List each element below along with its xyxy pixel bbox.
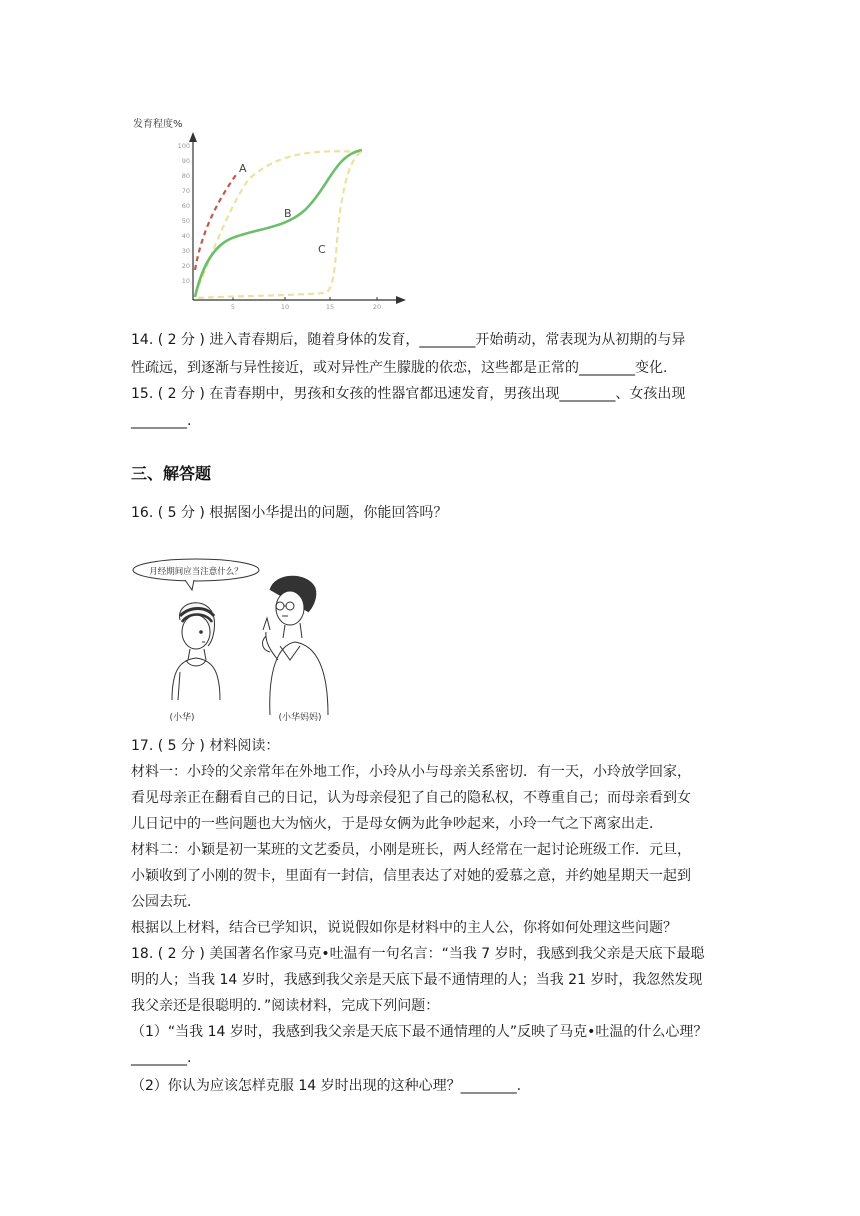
y-tick: 50: [181, 217, 190, 225]
curve-label-b: B: [284, 207, 292, 220]
q17-line-1: 17. ( 5 分 ) 材料阅读：: [131, 738, 280, 754]
y-tick: 70: [181, 187, 190, 195]
q16-text: 16. ( 5 分 ) 根据图小华提出的问题，你能回答吗？: [131, 505, 448, 521]
chart-ylabel: 发育程度%: [133, 119, 183, 130]
q17-line-3: 看见母亲正在翻看自己的日记，认为母亲侵犯了自己的隐私权，不尊重自己；而母亲看到女: [131, 790, 691, 806]
girl-figure: [172, 603, 220, 700]
x-tick-labels: [231, 297, 381, 310]
q17-line-2: 材料一：小玲的父亲常年在外地工作，小玲从小与母亲关系密切．有一天，小玲放学回家，: [131, 764, 691, 780]
y-tick: 40: [181, 232, 190, 240]
curve-a-early: [195, 172, 238, 270]
q18-line-6: （2）你认为应该怎样克服 14 岁时出现的这种心理？________.: [131, 1078, 522, 1094]
q17-line-5: 材料二：小颖是初一某班的文艺委员，小刚是班长，两人经常在一起讨论班级工作．元旦，: [131, 842, 691, 858]
curve-b: [195, 150, 362, 297]
q17-line-8: 根据以上材料，结合已学知识，说说假如你是材料中的主人公，你将如何处理这些问题？: [131, 920, 677, 936]
curve-label-a: A: [239, 162, 247, 175]
mother-figure: [263, 576, 328, 715]
x-tick: 10: [280, 303, 290, 310]
bubble-text: 月经期间应当注意什么？: [149, 567, 243, 577]
y-tick: 100: [177, 142, 190, 150]
q18-line-1: 18. ( 2 分 ) 美国著名作家马克•吐温有一句名言：“当我 7 岁时，我感到我父亲是天底下最聪: [131, 946, 705, 962]
y-tick: 20: [181, 262, 190, 270]
y-tick: 90: [181, 157, 190, 165]
caption-xiaohua: (小华): [169, 713, 195, 723]
q16-illustration: [130, 550, 350, 725]
q15-line-2: ________.: [131, 413, 192, 429]
y-tick: 80: [181, 172, 190, 180]
y-axis-arrow: [189, 132, 197, 142]
q14-line-1: 14. ( 2 分 ) 进入青春期后，随着身体的发育，________开始萌动，常表现为从初期的与异: [131, 332, 686, 348]
section-title: 三、解答题: [131, 464, 212, 483]
development-chart: [130, 110, 420, 310]
q18-line-5: ________.: [131, 1050, 192, 1066]
x-tick: 15: [325, 303, 335, 310]
y-tick: 10: [181, 277, 190, 285]
curve-label-c: C: [318, 243, 326, 256]
y-tick: 60: [181, 202, 190, 210]
x-axis-arrow: [396, 296, 406, 304]
q18-line-3: 我父亲还是很聪明的．”阅读材料，完成下列问题：: [131, 998, 440, 1014]
q17-line-7: 公园去玩．: [131, 894, 201, 910]
caption-mother: (小华妈妈): [278, 713, 322, 723]
q17-line-6: 小颖收到了小刚的贺卡，里面有一封信，信里表达了对她的爱慕之意，并约她星期天一起到: [131, 868, 691, 884]
y-tick-labels: [178, 142, 190, 285]
x-tick: 20: [372, 303, 382, 310]
q18-line-4: （1）“当我 14 岁时，我感到我父亲是天底下最不通情理的人”反映了马克•吐温的什么心理？: [131, 1024, 708, 1040]
y-tick: 30: [181, 247, 190, 255]
q14-line-2: 性疏远，到逐渐与异性接近，或对异性产生朦胧的依恋，这些都是正常的________变化.: [131, 360, 668, 376]
q15-line-1: 15. ( 2 分 ) 在青春期中，男孩和女孩的性器官都迅速发育，男孩出现________、女孩出现: [131, 386, 686, 402]
q17-line-4: 儿日记中的一些问题也大为恼火，于是母女俩为此争吵起来，小玲一气之下离家出走．: [131, 816, 663, 832]
x-tick: 5: [230, 303, 236, 310]
curve-a-female-upper: [195, 151, 362, 295]
q18-line-2: 明的人；当我 14 岁时，我感到我父亲是天底下最不通情理的人；当我 21 岁时，我忽然发现: [131, 972, 703, 988]
